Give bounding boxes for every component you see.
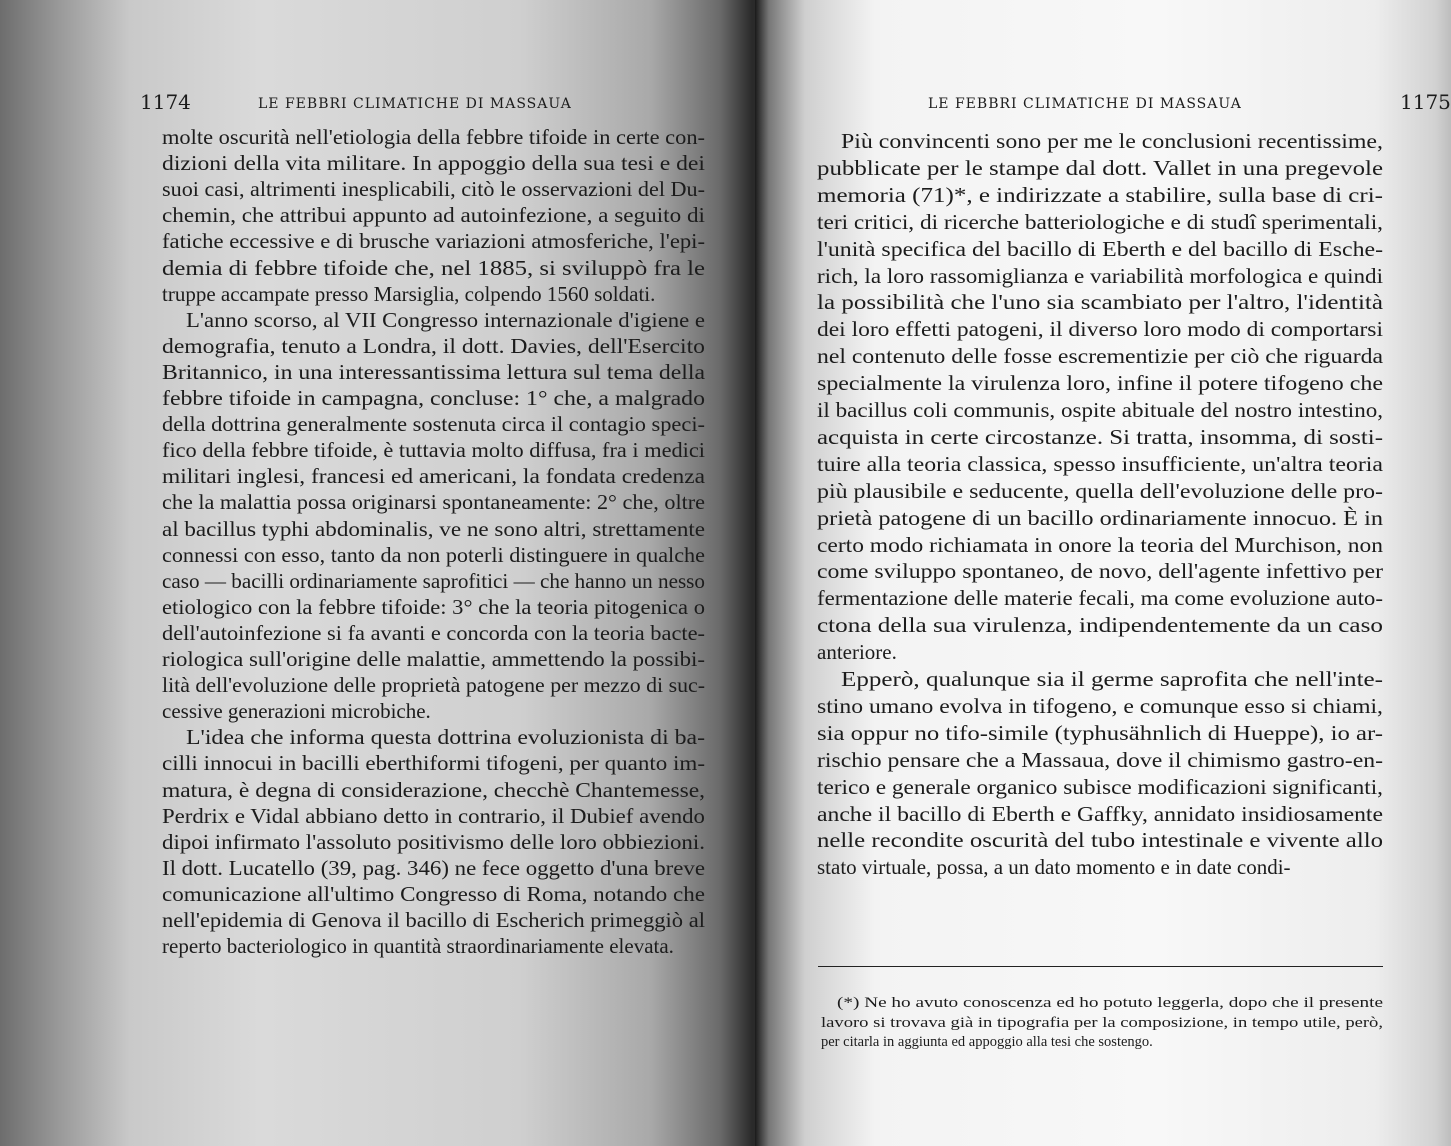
text-line: Più convincenti sono per me le conclusioni recentissime, (841, 129, 1383, 153)
text-line: ctona della sua virulenza, indipendentemente da un caso (817, 613, 1383, 638)
text-line: cessive generazioni microbiche. (162, 699, 431, 724)
text-line: demia di febbre tifoide che, nel 1885, si sviluppò fra le (162, 255, 705, 280)
text-line: certo modo richiamata in onore la teoria del Murchison, non (817, 532, 1384, 557)
text-line: caso — bacilli ordinariamente saprofitici — che hanno un nesso (162, 568, 705, 593)
text-line: della dottrina generalmente sostenuta circa il contagio speci- (162, 412, 706, 437)
text-line: febbre tifoide in campagna, concluse: 1° che, a malgrado (162, 386, 706, 410)
text-line: Il dott. Lucatello (39, pag. 346) ne fece oggetto d'una breve (162, 855, 706, 880)
footnote-line: (*) Ne ho avuto conoscenza ed ho potuto leggerla, dopo che il presente (837, 995, 1383, 1011)
text-line: prietà patogene di un bacillo ordinariamente innocuo. È in (817, 505, 1383, 530)
text-line: L'idea che informa questa dottrina evoluzionista di ba- (186, 725, 706, 750)
text-line: rischio pensare che a Massaua, dove il chimismo gastro-en- (817, 747, 1384, 772)
text-line: truppe accampate presso Marsiglia, colpendo 1560 soldati. (162, 281, 656, 306)
text-line: fico della febbre tifoide, è tuttavia molto diffusa, fra i medici (162, 438, 706, 463)
text-line: demografia, tenuto a Londra, il dott. Davies, dell'Esercito (162, 333, 705, 358)
text-line: teri critici, di ricerche batteriologiche e di studî sperimentali, (817, 209, 1384, 234)
text-line: l'unità specifica del bacillo di Eberth e del bacillo di Esche- (817, 236, 1384, 261)
text-line: lità dell'evoluzione delle proprietà patogene per mezzo di suc- (162, 673, 706, 698)
text-line: stato virtuale, possa, a un dato momento e in date condi- (817, 855, 1291, 880)
text-line: dizioni della vita militare. In appoggio della sua tesi e dei (162, 151, 706, 176)
text-line: militari inglesi, francesi ed americani, la fondata credenza (162, 464, 705, 489)
text-line: etiologico con la febbre tifoide: 3° che la teoria pitogenica o (162, 594, 705, 619)
text-line: dipoi infirmato l'assoluto positivismo delle loro obbiezioni. (162, 829, 705, 854)
page-number: 1175 (1400, 90, 1451, 114)
text-line: riologica sull'origine delle malattie, ammettendo la possibi- (162, 647, 706, 671)
footnote-line: per citarla in aggiunta ed appoggio alla tesi che sostengo. (821, 1034, 1153, 1050)
text-line: terico e generale organico subisce modificazioni significanti, (817, 774, 1384, 799)
text-line: rich, la loro rassomiglianza e variabilità morfologica e quindi (817, 263, 1384, 288)
text-line: chemin, che attribui appunto ad autoinfezione, a seguito di (162, 203, 705, 228)
running-head: LE FEBBRI CLIMATICHE DI MASSAUA (258, 96, 572, 112)
text-line: nell'epidemia di Genova il bacillo di Escherich primeggiò al (162, 908, 705, 932)
text-line: nelle recondite oscurità del tubo intestinale e vivente allo (817, 828, 1384, 853)
right-page (755, 0, 1451, 1146)
text-line: molte oscurità nell'etiologia della febbre tifoide in certe con- (162, 125, 705, 149)
footnote-divider (818, 966, 1383, 967)
text-line: connessi con esso, tanto da non poterli distinguere in qualche (162, 542, 705, 567)
text-line: anteriore. (817, 640, 897, 665)
text-line: Britannico, in una interessantissima lettura sul tema della (162, 359, 706, 384)
text-line: specialmente la virulenza loro, infine il potere tifogeno che (817, 371, 1383, 396)
text-line: suoi casi, altrimenti inesplicabili, citò le osservazioni del Du- (162, 177, 706, 202)
text-line: dei loro effetti patogeni, il diverso loro modo di comportarsi (817, 317, 1383, 342)
text-line: fatiche eccessive e di brusche variazioni atmosferiche, l'epi- (162, 229, 706, 254)
running-head: LE FEBBRI CLIMATICHE DI MASSAUA (928, 96, 1242, 112)
text-line: più plausibile e seducente, quella dell'evoluzione delle pro- (817, 478, 1384, 503)
text-line: pubblicate per le stampe dal dott. Vallet in una pregevole (817, 155, 1383, 180)
text-line: reperto bacteriologico in quantità straordinariamente elevata. (162, 934, 674, 959)
text-line: cilli innocui in bacilli eberthiformi tifogeni, per quanto im- (162, 751, 706, 776)
text-line: come sviluppo spontaneo, de novo, dell'agente infettivo per (817, 559, 1383, 584)
text-line: stino umano evolva in tifogeno, e comunque esso si chiami, (817, 693, 1383, 718)
text-line: il bacillus coli communis, ospite abituale del nostro intestino, (817, 398, 1384, 422)
text-line: tuire alla teoria classica, spesso insufficiente, un'altra teoria (817, 451, 1383, 476)
text-line: Perdrix e Vidal abbiano detto in contrario, il Dubief avendo (162, 803, 705, 828)
text-line: dell'autoinfezione si fa avanti e concorda con la teoria bacte- (162, 620, 705, 645)
text-line: matura, è degna di considerazione, checchè Chantemesse, (162, 777, 706, 802)
page-number: 1174 (140, 90, 191, 114)
text-line: fermentazione delle materie fecali, ma come evoluzione auto- (817, 586, 1384, 611)
text-line: nel contenuto delle fosse escrementizie per ciò che riguarda (817, 344, 1384, 369)
text-line: comunicazione all'ultimo Congresso di Roma, notando che (162, 881, 705, 906)
text-line: anche il bacillo di Eberth e Gaffky, annidato insidiosamente (817, 801, 1383, 826)
text-line: L'anno scorso, al VII Congresso internazionale d'igiene e (186, 307, 706, 332)
text-line: sia oppur no tifo-simile (typhusähnlich di Hueppe), io ar- (817, 720, 1384, 745)
text-line: memoria (71)*, e indirizzate a stabilire, sulla base di cri- (817, 182, 1384, 207)
text-line: al bacillus typhi abdominalis, ve ne sono altri, strettamente (162, 516, 706, 541)
footnote-line: lavoro si trovava già in tipografia per la composizione, in tempo utile, però, (821, 1014, 1383, 1031)
text-line: Epperò, qualunque sia il germe saprofita che nell'inte- (841, 667, 1384, 691)
text-line: acquista in certe circostanze. Si tratta, insomma, di sosti- (817, 424, 1384, 449)
text-line: che la malattia possa originarsi spontaneamente: 2° che, oltre (162, 490, 706, 515)
text-line: la possibilità che l'uno sia scambiato per l'altro, l'identità (817, 290, 1383, 315)
